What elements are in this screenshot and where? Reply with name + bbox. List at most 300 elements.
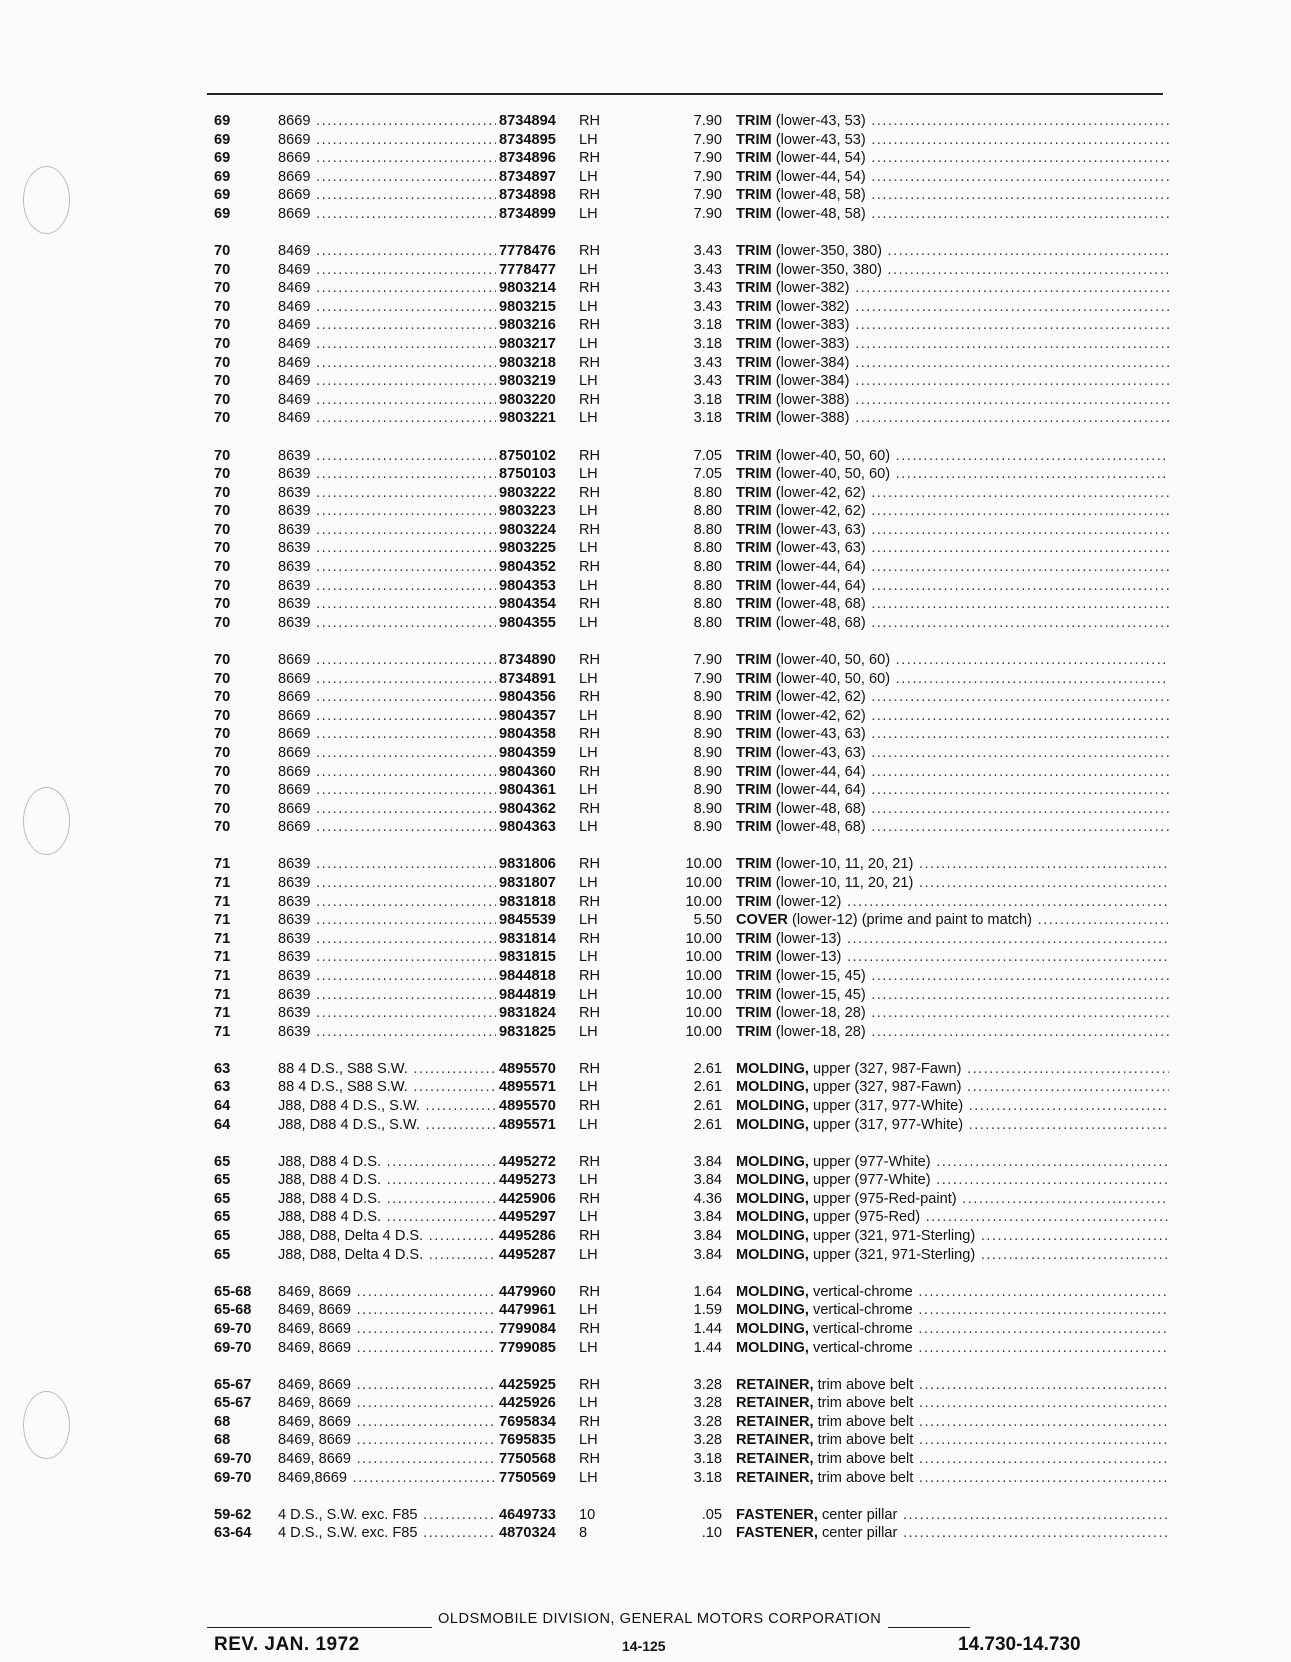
parts-group (214, 447, 1169, 633)
item-name: TRIM (736, 484, 772, 501)
part-number-cell: 7799084 (496, 1320, 556, 1339)
side-cell: RH (579, 1283, 601, 1300)
model-cell: 8669 ..... (278, 688, 528, 707)
year-cell: 70 (214, 540, 231, 557)
year-cell: 70 (214, 707, 231, 724)
side-cell: RH (579, 280, 601, 297)
parts-row (214, 651, 1169, 670)
parts-row (214, 391, 1169, 410)
parts-row (214, 1394, 1169, 1413)
description-cell (736, 855, 1169, 874)
part-number-cell: 9831806 (496, 855, 556, 874)
item-name: MOLDING, (736, 1246, 809, 1263)
part-number-cell: 4425926 (496, 1394, 556, 1413)
price-cell: 7.90 (693, 205, 722, 222)
part-number-cell: 9831818 (496, 893, 556, 912)
item-detail: (lower-44, 54) (771, 168, 866, 185)
item-detail: (lower-42, 62) (771, 503, 866, 520)
model-cell: 8669 ..... (278, 800, 528, 819)
price-cell: 3.28 (693, 1376, 722, 1393)
parts-group (214, 651, 1169, 837)
item-detail: upper (327, 987-Fawn) (808, 1079, 962, 1096)
side-cell: LH (579, 986, 598, 1003)
part-number-cell: 8750103 (496, 465, 556, 484)
price-cell: 10.00 (685, 1023, 722, 1040)
price-cell: 8.80 (693, 503, 722, 520)
side-cell: RH (579, 1376, 601, 1393)
price-cell: 8.90 (693, 800, 722, 817)
price-cell: 8.90 (693, 782, 722, 799)
item-name: TRIM (736, 689, 772, 706)
model-cell: 8469 ..... (278, 279, 528, 298)
part-number-cell: 4495273 (496, 1171, 556, 1190)
item-name: MOLDING, (736, 1116, 809, 1133)
year-cell: 69-70 (214, 1451, 252, 1467)
side-cell: RH (579, 689, 601, 706)
item-name: TRIM (736, 243, 772, 260)
item-detail: (lower-10, 11, 20, 21) (771, 856, 914, 873)
side-cell: RH (579, 1320, 601, 1337)
description-cell (736, 800, 1169, 819)
description-cell (736, 1004, 1169, 1023)
description-cell (736, 1506, 1169, 1525)
item-name: TRIM (736, 874, 772, 891)
part-number-cell: 9804353 (496, 577, 556, 596)
item-detail: (lower-40, 50, 60) (771, 651, 891, 668)
model-cell: 8669 ..... (278, 168, 528, 187)
item-detail: trim above belt (813, 1413, 914, 1430)
price-cell: 3.84 (693, 1228, 722, 1245)
side-cell: RH (579, 521, 601, 538)
item-name: TRIM (736, 336, 772, 353)
description-cell (736, 1283, 1169, 1302)
item-detail: (lower-44, 54) (771, 150, 866, 167)
item-detail: (lower-15, 45) (771, 986, 866, 1003)
item-detail: (lower-48, 58) (771, 205, 866, 222)
part-number-cell: 4649733 (496, 1506, 556, 1525)
year-cell: 70 (214, 280, 231, 297)
year-cell: 64 (214, 1116, 231, 1133)
item-detail: upper (975-Red) (808, 1209, 921, 1226)
item-name: MOLDING, (736, 1079, 809, 1096)
year-cell: 69-70 (214, 1469, 252, 1486)
item-detail: (lower-43, 63) (771, 540, 866, 557)
description-cell (736, 763, 1169, 782)
price-cell: 3.84 (693, 1172, 722, 1189)
side-cell: LH (579, 670, 598, 687)
price-cell: .10 (701, 1525, 722, 1542)
parts-row (214, 521, 1169, 540)
price-cell: 3.84 (693, 1209, 722, 1226)
parts-row (214, 688, 1169, 707)
side-cell: RH (579, 967, 601, 984)
parts-group (214, 1153, 1169, 1265)
part-number-cell: 9831807 (496, 874, 556, 893)
part-number-cell: 9844818 (496, 967, 556, 986)
parts-row (214, 1339, 1169, 1358)
model-cell: 8669 ..... (278, 131, 528, 150)
price-cell: 3.18 (693, 336, 722, 353)
year-cell: 64 (214, 1098, 231, 1114)
model-cell: 8669 ..... (278, 725, 528, 744)
description-cell (736, 1469, 1169, 1488)
footer-rule-left (207, 1627, 432, 1628)
model-cell: 8469, 8669 ..... (278, 1413, 528, 1432)
price-cell: 10.00 (685, 949, 722, 966)
parts-row (214, 205, 1169, 224)
parts-row (214, 1004, 1169, 1023)
model-cell: 8669 ..... (278, 763, 528, 782)
parts-row (214, 855, 1169, 874)
side-cell: RH (579, 1060, 601, 1077)
price-cell: 10.00 (685, 930, 722, 947)
side-cell: LH (579, 707, 598, 724)
item-name: TRIM (736, 819, 772, 836)
parts-row (214, 1283, 1169, 1302)
description-cell (736, 1171, 1169, 1190)
item-name: TRIM (736, 800, 772, 817)
item-detail: (lower-44, 64) (771, 782, 866, 799)
description-cell (736, 205, 1169, 224)
part-number-cell: 9803224 (496, 521, 556, 540)
model-cell: J88, D88, Delta 4 D.S. ..... (278, 1227, 528, 1246)
description-cell (736, 131, 1169, 150)
item-name: TRIM (736, 205, 772, 222)
year-cell: 65-68 (214, 1283, 252, 1300)
price-cell: 8.80 (693, 559, 722, 576)
item-name: TRIM (736, 466, 772, 483)
item-name: RETAINER, (736, 1395, 814, 1412)
price-cell: 3.43 (693, 354, 722, 371)
item-name: TRIM (736, 298, 772, 315)
item-name: TRIM (736, 596, 772, 613)
parts-row (214, 800, 1169, 819)
side-cell: LH (579, 298, 598, 315)
description-cell (736, 818, 1169, 837)
part-number-cell: 8734890 (496, 651, 556, 670)
side-cell: LH (579, 744, 598, 761)
price-cell: 7.90 (693, 187, 722, 204)
year-cell: 65 (214, 1153, 231, 1170)
parts-row (214, 763, 1169, 782)
price-cell: 1.44 (693, 1320, 722, 1337)
model-cell: 8639 ..... (278, 874, 528, 893)
year-cell: 70 (214, 744, 231, 761)
item-name: MOLDING, (736, 1283, 809, 1300)
description-cell (736, 1301, 1169, 1320)
model-cell: 8469, 8669 ..... (278, 1301, 528, 1320)
side-cell: LH (579, 168, 598, 185)
item-detail: upper (977-White) (808, 1172, 931, 1189)
year-cell: 69 (214, 131, 231, 148)
item-name: TRIM (736, 540, 772, 557)
item-detail: (lower-15, 45) (771, 967, 866, 984)
parts-row (214, 558, 1169, 577)
side-cell: RH (579, 856, 601, 873)
year-cell: 71 (214, 1023, 231, 1040)
description-cell (736, 112, 1169, 131)
binder-hole-middle (23, 787, 70, 855)
side-cell: LH (579, 261, 598, 278)
year-cell: 70 (214, 466, 231, 483)
parts-row (214, 893, 1169, 912)
description-cell (736, 447, 1169, 466)
side-cell: LH (579, 1395, 598, 1412)
item-detail: upper (317, 977-White) (808, 1098, 964, 1114)
description-cell (736, 893, 1169, 912)
price-cell: 7.90 (693, 113, 722, 129)
model-cell: 8669 ..... (278, 818, 528, 837)
model-cell: 8469 ..... (278, 372, 528, 391)
side-cell: RH (579, 763, 601, 780)
item-name: TRIM (736, 782, 772, 799)
parts-row (214, 149, 1169, 168)
part-number-cell: 9803218 (496, 354, 556, 373)
item-detail: (lower-43, 63) (771, 521, 866, 538)
parts-row (214, 1227, 1169, 1246)
item-detail: upper (321, 971-Sterling) (808, 1228, 976, 1245)
description-cell (736, 986, 1169, 1005)
year-cell: 70 (214, 577, 231, 594)
model-cell: 8639 ..... (278, 614, 528, 633)
parts-row (214, 744, 1169, 763)
price-cell: 3.28 (693, 1432, 722, 1449)
parts-row (214, 930, 1169, 949)
price-cell: 10.00 (685, 986, 722, 1003)
parts-row (214, 1023, 1169, 1042)
parts-row (214, 131, 1169, 150)
parts-row (214, 707, 1169, 726)
item-name: TRIM (736, 1023, 772, 1040)
item-name: TRIM (736, 150, 772, 167)
side-cell: RH (579, 596, 601, 613)
description-cell (736, 1394, 1169, 1413)
description-cell (736, 521, 1169, 540)
item-name: TRIM (736, 559, 772, 576)
item-name: TRIM (736, 503, 772, 520)
parts-row (214, 725, 1169, 744)
year-cell: 65 (214, 1172, 231, 1189)
item-name: TRIM (736, 651, 772, 668)
parts-row (214, 168, 1169, 187)
parts-row (214, 670, 1169, 689)
part-number-cell: 9804358 (496, 725, 556, 744)
item-detail: (lower-383) (771, 336, 850, 353)
parts-row (214, 409, 1169, 428)
year-cell: 71 (214, 1005, 231, 1022)
page-number: 14-125 (622, 1638, 666, 1654)
item-detail: upper (977-White) (808, 1153, 931, 1170)
description-cell (736, 1376, 1169, 1395)
description-cell (736, 1153, 1169, 1172)
year-cell: 70 (214, 614, 231, 631)
item-detail: (lower-48, 68) (771, 596, 866, 613)
model-cell: 88 4 D.S., S88 S.W. ..... (278, 1078, 528, 1097)
part-number-cell: 4479961 (496, 1301, 556, 1320)
description-cell (736, 168, 1169, 187)
price-cell: 1.44 (693, 1339, 722, 1356)
item-detail: (lower-43, 53) (771, 113, 866, 129)
part-number-cell: 9804356 (496, 688, 556, 707)
side-cell: RH (579, 243, 601, 260)
price-cell: 8.80 (693, 577, 722, 594)
item-detail: trim above belt (813, 1451, 914, 1467)
description-cell (736, 558, 1169, 577)
item-name: FASTENER, (736, 1506, 818, 1523)
part-number-cell: 4425906 (496, 1190, 556, 1209)
parts-row (214, 986, 1169, 1005)
parts-row (214, 539, 1169, 558)
description-cell (736, 298, 1169, 317)
side-cell: RH (579, 1153, 601, 1170)
item-name: MOLDING, (736, 1339, 809, 1356)
year-cell: 69 (214, 150, 231, 167)
price-cell: 3.43 (693, 298, 722, 315)
price-cell: 7.90 (693, 651, 722, 668)
part-number-cell: 9804355 (496, 614, 556, 633)
model-cell: 8639 ..... (278, 911, 528, 930)
price-cell: 2.61 (693, 1098, 722, 1114)
year-cell: 70 (214, 336, 231, 353)
year-cell: 71 (214, 893, 231, 910)
price-cell: 10.00 (685, 874, 722, 891)
item-detail: (lower-384) (771, 354, 850, 371)
side-cell: LH (579, 912, 598, 929)
parts-group (214, 1506, 1169, 1543)
description-cell (736, 688, 1169, 707)
model-cell: 8669 ..... (278, 205, 528, 224)
side-cell: RH (579, 651, 601, 668)
description-cell (736, 911, 1169, 930)
year-cell: 70 (214, 410, 231, 427)
year-cell: 68 (214, 1432, 231, 1449)
model-cell: 8469 ..... (278, 354, 528, 373)
model-cell: 8669 ..... (278, 149, 528, 168)
item-name: TRIM (736, 986, 772, 1003)
description-cell (736, 1097, 1169, 1116)
year-cell: 71 (214, 912, 231, 929)
item-detail: (lower-44, 64) (771, 763, 866, 780)
item-name: TRIM (736, 373, 772, 390)
year-cell: 70 (214, 819, 231, 836)
model-cell: 8639 ..... (278, 967, 528, 986)
side-cell: LH (579, 577, 598, 594)
part-number-cell: 7695835 (496, 1431, 556, 1450)
part-number-cell: 9803225 (496, 539, 556, 558)
model-cell: 8469, 8669 ..... (278, 1283, 528, 1302)
side-cell: LH (579, 1302, 598, 1319)
price-cell: 8.90 (693, 763, 722, 780)
description-cell (736, 261, 1169, 280)
price-cell: 3.18 (693, 410, 722, 427)
model-cell: 8639 ..... (278, 986, 528, 1005)
item-detail: (lower-384) (771, 373, 850, 390)
description-cell (736, 335, 1169, 354)
part-number-cell: 4425925 (496, 1376, 556, 1395)
description-cell (736, 577, 1169, 596)
price-cell: 7.90 (693, 168, 722, 185)
item-detail: upper (321, 971-Sterling) (808, 1246, 976, 1263)
binder-hole-bottom (23, 1391, 70, 1459)
item-detail: trim above belt (813, 1376, 914, 1393)
part-number-cell: 4895571 (496, 1116, 556, 1135)
side-cell: LH (579, 1172, 598, 1189)
model-cell: 8639 ..... (278, 948, 528, 967)
description-cell (736, 279, 1169, 298)
item-detail: vertical-chrome (808, 1283, 913, 1300)
model-cell: 8469 ..... (278, 409, 528, 428)
side-cell: LH (579, 1469, 598, 1486)
price-cell: 8.90 (693, 726, 722, 743)
year-cell: 65 (214, 1246, 231, 1263)
part-number-cell: 7695834 (496, 1413, 556, 1432)
description-cell (736, 744, 1169, 763)
item-detail: (lower-10, 11, 20, 21) (771, 874, 914, 891)
price-cell: 3.18 (693, 391, 722, 408)
model-cell: 8469 ..... (278, 261, 528, 280)
model-cell: 8639 ..... (278, 577, 528, 596)
price-cell: 7.05 (693, 466, 722, 483)
description-cell (736, 614, 1169, 633)
side-cell: RH (579, 1005, 601, 1022)
item-detail: (lower-42, 62) (771, 707, 866, 724)
description-cell (736, 391, 1169, 410)
description-cell (736, 948, 1169, 967)
price-cell: 10.00 (685, 856, 722, 873)
price-cell: 3.84 (693, 1153, 722, 1170)
item-name: TRIM (736, 131, 772, 148)
year-cell: 70 (214, 670, 231, 687)
description-cell (736, 1524, 1169, 1543)
side-cell: RH (579, 800, 601, 817)
part-number-cell: 9804361 (496, 781, 556, 800)
year-cell: 71 (214, 967, 231, 984)
parts-row (214, 354, 1169, 373)
part-number-cell: 9804362 (496, 800, 556, 819)
year-cell: 70 (214, 317, 231, 334)
side-cell: LH (579, 503, 598, 520)
item-detail: trim above belt (813, 1469, 914, 1486)
item-detail: (lower-40, 50, 60) (771, 447, 891, 464)
model-cell: 8639 ..... (278, 539, 528, 558)
side-cell: LH (579, 949, 598, 966)
description-cell (736, 1208, 1169, 1227)
item-detail: (lower-43, 63) (771, 744, 866, 761)
item-name: TRIM (736, 410, 772, 427)
part-number-cell: 9804352 (496, 558, 556, 577)
item-name: MOLDING, (736, 1060, 809, 1077)
parts-row (214, 502, 1169, 521)
parts-row (214, 465, 1169, 484)
side-cell: LH (579, 782, 598, 799)
description-cell (736, 502, 1169, 521)
parts-row (214, 595, 1169, 614)
revision-date: REV. JAN. 1972 (214, 1634, 360, 1655)
side-cell: RH (579, 893, 601, 910)
item-detail: (lower-44, 64) (771, 559, 866, 576)
item-name: TRIM (736, 521, 772, 538)
part-number-cell: 4495297 (496, 1208, 556, 1227)
model-cell: 8639 ..... (278, 1023, 528, 1042)
part-number-cell: 9831824 (496, 1004, 556, 1023)
parts-row (214, 316, 1169, 335)
item-detail: (lower-12) (prime and paint to match) (787, 912, 1033, 929)
description-cell (736, 1413, 1169, 1432)
side-cell: LH (579, 540, 598, 557)
parts-row (214, 614, 1169, 633)
part-number-cell: 9804359 (496, 744, 556, 763)
description-cell (736, 1339, 1169, 1358)
